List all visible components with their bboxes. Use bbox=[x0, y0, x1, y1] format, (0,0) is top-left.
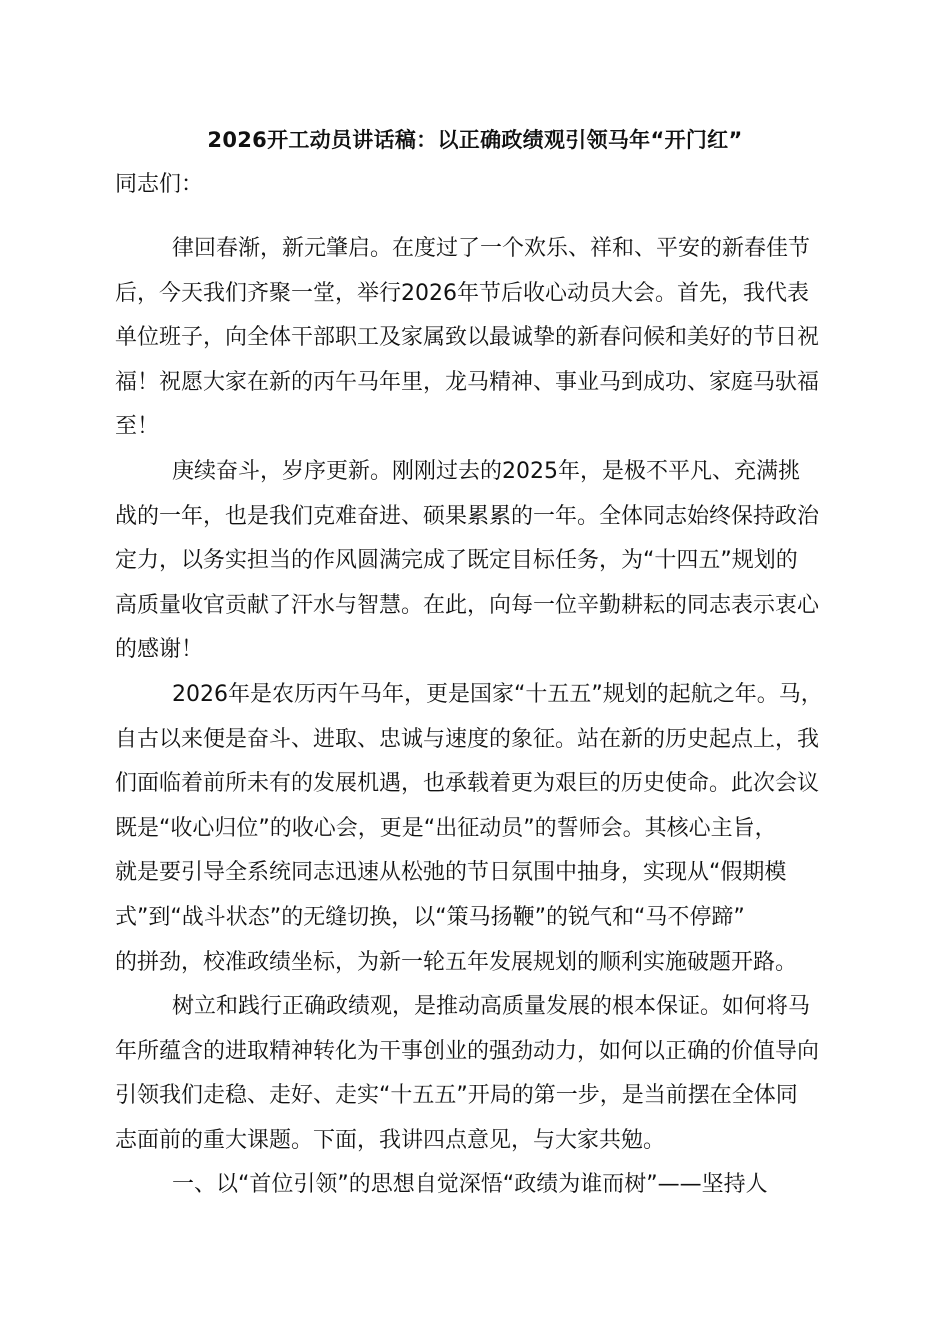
paragraph-line: 2026年是农历丙午马年，更是国家“十五五”规划的起航之年。马， bbox=[172, 681, 823, 707]
paragraph-line: 定力，以务实担当的作风圆满完成了既定目标任务，为“十四五”规划的 bbox=[115, 548, 798, 574]
paragraph-line: 律回春渐，新元肇启。在度过了一个欢乐、祥和、平安的新春佳节 bbox=[172, 236, 811, 261]
document-title: 2026开工动员讲话稿：以正确政绩观引领马年“开门红” bbox=[207, 128, 743, 152]
paragraph bbox=[115, 450, 855, 673]
paragraph-line: 式”到“战斗状态”的无缝切换，以“策马扬鞭”的锐气和“马不停蹄” bbox=[115, 904, 745, 930]
salutation: 同志们： bbox=[115, 172, 204, 197]
paragraph-line: 福！祝愿大家在新的丙午马年里，龙马精神、事业马到成功、家庭马驮福 bbox=[115, 369, 820, 395]
paragraph-line: 战的一年，也是我们克难奋进、硕果累累的一年。全体同志始终保持政治 bbox=[115, 503, 820, 529]
paragraph-line: 庚续奋斗，岁序更新。刚刚过去的2025年，是极不平凡、充满挑 bbox=[172, 458, 800, 484]
paragraph-line: 引领我们走稳、走好、走实“十五五”开局的第一步，是当前摆在全体同 bbox=[115, 1083, 798, 1109]
paragraph bbox=[115, 673, 855, 985]
paragraph-line: 单位班子，向全体干部职工及家属致以最诚挚的新春问候和美好的节日祝 bbox=[115, 325, 820, 351]
paragraph-line: 后，今天我们齐聚一堂，举行2026年节后收心动员大会。首先，我代表 bbox=[115, 280, 809, 306]
document-body bbox=[115, 227, 855, 1208]
paragraph bbox=[115, 1163, 855, 1208]
paragraph-line: 高质量收官贡献了汗水与智慧。在此，向每一位辛勤耕耘的同志表示衷心 bbox=[115, 592, 820, 618]
paragraph bbox=[115, 985, 855, 1163]
paragraph-line: 一、以“首位引领”的思想自觉深悟“政绩为谁而树”——坚持人 bbox=[172, 1172, 768, 1198]
paragraph-line: 志面前的重大课题。下面，我讲四点意见，与大家共勉。 bbox=[115, 1127, 666, 1153]
paragraph-line: 年所蕴含的进取精神转化为干事创业的强劲动力，如何以正确的价值导向 bbox=[115, 1038, 820, 1064]
paragraph-line: 就是要引导全系统同志迅速从松弛的节日氛围中抽身，实现从“假期模 bbox=[115, 860, 787, 886]
paragraph bbox=[115, 227, 855, 450]
paragraph-line: 既是“收心归位”的收心会，更是“出征动员”的誓师会。其核心主旨， bbox=[115, 815, 777, 841]
paragraph-line: 的拼劲，校准政绩坐标，为新一轮五年发展规划的顺利实施破题开路。 bbox=[115, 949, 798, 975]
paragraph-line: 至！ bbox=[115, 414, 160, 440]
paragraph-line: 自古以来便是奋斗、进取、忠诚与速度的象征。站在新的历史起点上，我 bbox=[115, 726, 820, 752]
paragraph-line: 树立和践行正确政绩观，是推动高质量发展的根本保证。如何将马 bbox=[172, 994, 811, 1020]
paragraph-line: 的感谢！ bbox=[115, 637, 204, 663]
paragraph-line: 们面临着前所未有的发展机遇，也承载着更为艰巨的历史使命。此次会议 bbox=[115, 771, 820, 797]
